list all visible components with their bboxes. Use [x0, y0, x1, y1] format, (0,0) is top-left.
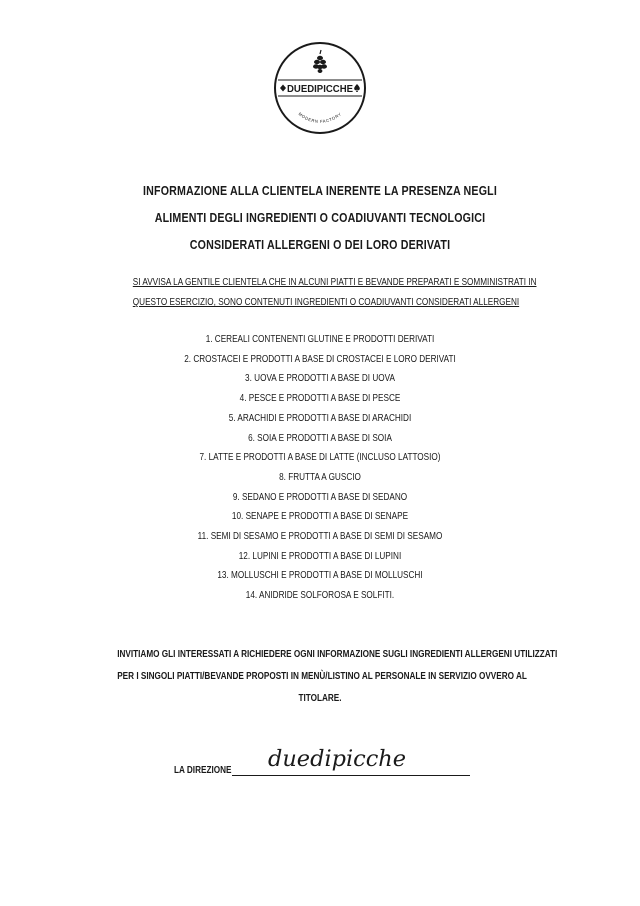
invite-line: PER I SINGOLI PIATTI/BEVANDE PROPOSTI IN MENÙ/LISTINO AL PERSONALE IN SERVIZIO OVVERO AL [117, 670, 527, 682]
list-item: 7. LATTE E PRODOTTI A BASE DI LATTE (INCLUSO LATTOSIO) [199, 451, 441, 464]
list-item: 4. PESCE E PRODOTTI A BASE DI PESCE [239, 392, 401, 405]
logo-tagline: MODERN FACTORY [297, 111, 343, 124]
list-item: 12. LUPINI E PRODOTTI A BASE DI LUPINI [238, 549, 402, 562]
heading-line: INFORMAZIONE ALLA CLIENTELA INERENTE LA PRESENZA NEGLI [143, 183, 497, 198]
list-item: 8. FRUTTA A GUSCIO [279, 470, 361, 483]
handwritten-signature [264, 736, 424, 776]
heading-line: ALIMENTI DEGLI INGREDIENTI O COADIUVANTI TECNOLOGICI [154, 210, 486, 225]
list-item: 14. ANIDRIDE SOLFOROSA E SOLFITI. [245, 589, 395, 602]
logo-emblem [272, 40, 368, 136]
list-item: 5. ARACHIDI E PRODOTTI A BASE DI ARACHIDI [228, 411, 412, 424]
list-item: 2. CROSTACEI E PRODOTTI A BASE DI CROSTACEI E LORO DERIVATI [184, 352, 456, 365]
list-item: 13. MOLLUSCHI E PRODOTTI A BASE DI MOLLUSCHI [217, 569, 423, 582]
notice-paragraph [132, 272, 537, 312]
invite-line: INVITIAMO GLI INTERESSATI A RICHIEDERE OGNI INFORMAZIONE SUGLI INGREDIENTI ALLERGENI UTILIZZATI [117, 648, 558, 660]
list-item: 1. CEREALI CONTENENTI GLUTINE E PRODOTTI DERIVATI [205, 333, 435, 345]
direzione-label: LA DIREZIONE [174, 764, 232, 776]
list-item: 3. UOVA E PRODOTTI A BASE DI UOVA [245, 372, 395, 385]
notice-line: SI AVVISA LA GENTILE CLIENTELA CHE IN ALCUNI PIATTI E BEVANDE PREPARATI E SOMMINISTRATI IN [132, 276, 537, 288]
list-item: 11. SEMI DI SESAMO E PRODOTTI A BASE DI SEMI DI SESAMO [197, 530, 443, 543]
list-item: 6. SOIA E PRODOTTI A BASE DI SOIA [248, 431, 392, 444]
invite-line: TITOLARE. [298, 692, 342, 704]
list-item: 9. SEDANO E PRODOTTI A BASE DI SEDANO [232, 490, 408, 503]
hop-icon [313, 50, 327, 73]
brand-logo [272, 40, 368, 136]
invitation-paragraph [117, 643, 558, 709]
notice-line: QUESTO ESERCIZIO, SONO CONTENUTI INGREDIENTI O COADIUVANTI CONSIDERATI ALLERGENI [132, 296, 520, 308]
logo-brand-text: DUEDIPICCHE [287, 83, 353, 95]
heading-line: CONSIDERATI ALLERGENI O DEI LORO DERIVATI [189, 237, 451, 252]
signature-text: duedipicche [268, 747, 406, 772]
allergen-list [164, 330, 476, 606]
document-heading [107, 177, 533, 258]
spade-icon [354, 84, 360, 92]
diamond-icon [280, 85, 286, 92]
list-item: 10. SENAPE E PRODOTTI A BASE DI SENAPE [231, 510, 409, 523]
